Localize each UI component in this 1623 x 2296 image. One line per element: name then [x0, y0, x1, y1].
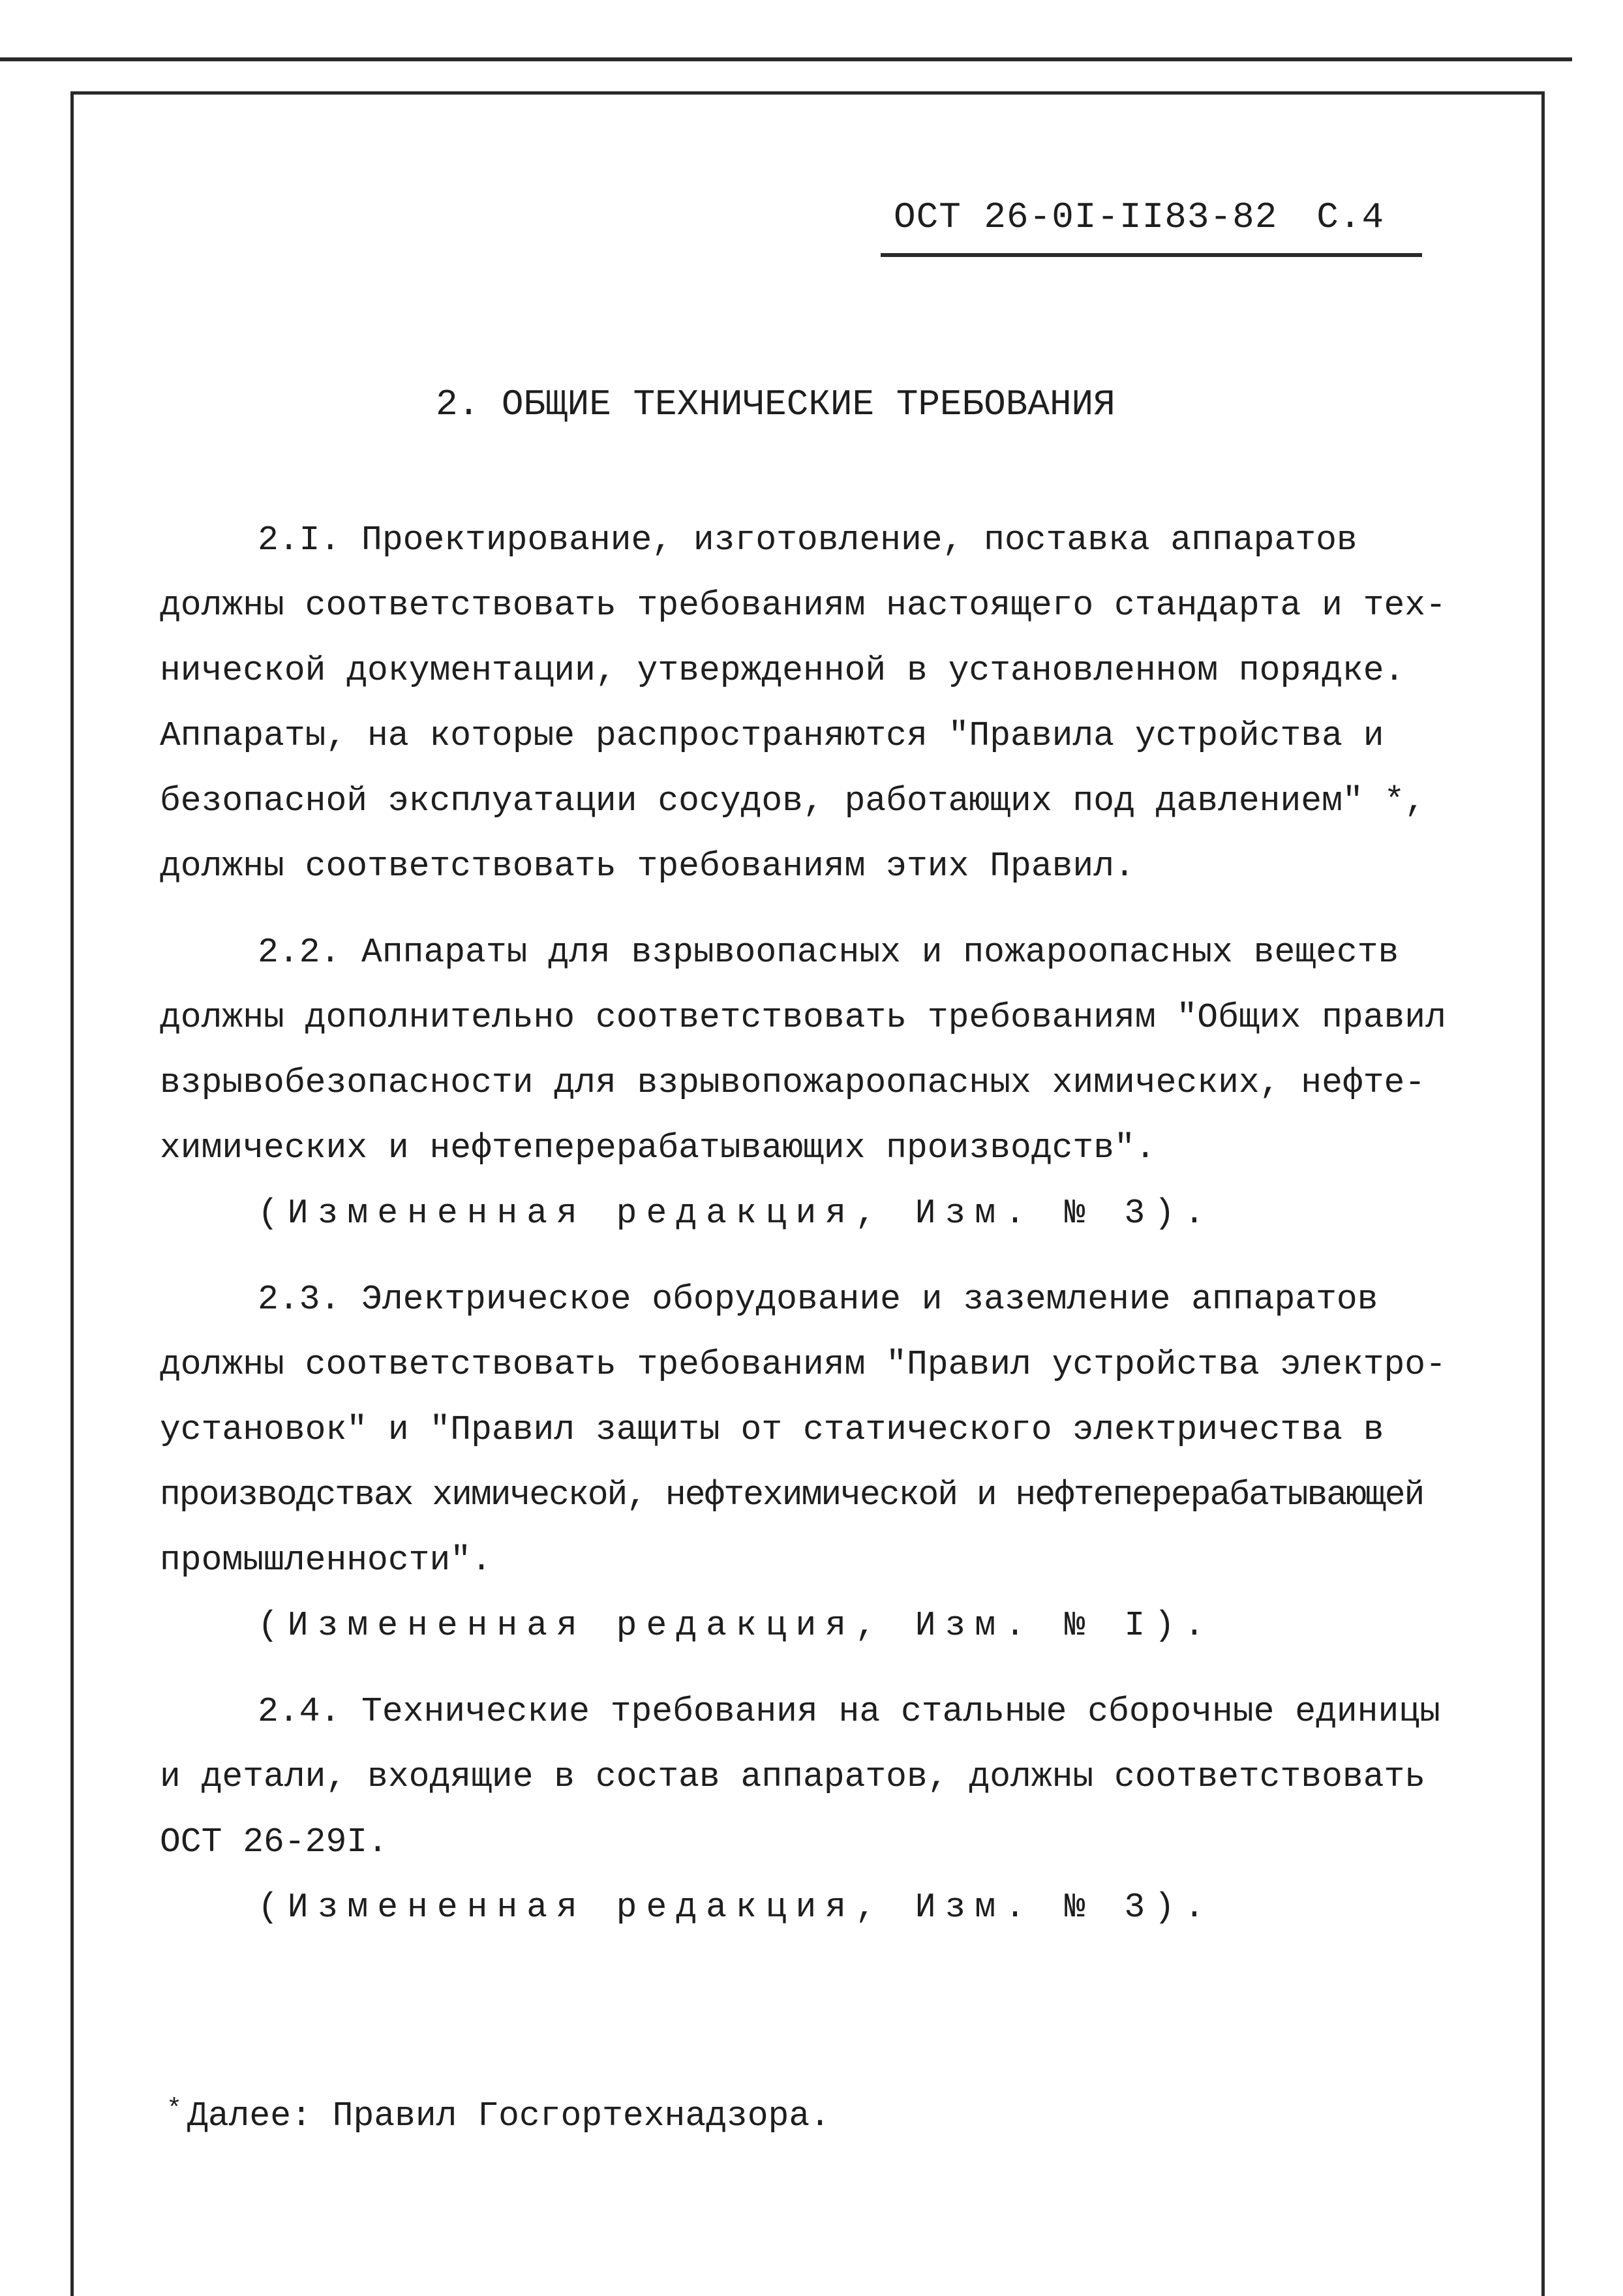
- paragraph-line: промышленности".: [160, 1541, 492, 1580]
- amendment-note: (Измененная редакция, Изм. № 3).: [258, 1888, 1214, 1927]
- paragraph-line: безопасной эксплуатации сосудов, работающих под давлением" *,: [160, 781, 1426, 821]
- doc-ref-number: ОСТ 26-0I-II83-82: [894, 196, 1278, 238]
- paragraph-2-4: [160, 1679, 1464, 1940]
- paragraph-2-3: [160, 1267, 1464, 1658]
- paragraph-line: установок" и "Правил защиты от статического электричества в: [160, 1410, 1384, 1449]
- paragraph-line: нической документации, утвержденной в установленном порядке.: [160, 651, 1405, 690]
- paragraph-line: 2.4. Технические требования на стальные сборочные единицы: [258, 1692, 1440, 1731]
- amendment-note: (Измененная редакция, Изм. № 3).: [258, 1194, 1214, 1233]
- amendment-note: (Измененная редакция, Изм. № I).: [258, 1606, 1214, 1645]
- paragraph-line: химических и нефтеперерабатывающих производств".: [160, 1128, 1156, 1168]
- paragraph-line: 2.3. Электрическое оборудование и заземление аппаратов: [258, 1280, 1378, 1319]
- paragraph-line: 2.2. Аппараты для взрывоопасных и пожароопасных веществ: [258, 933, 1399, 972]
- footnote: [166, 2097, 830, 2134]
- top-rule: [0, 57, 1572, 61]
- section-heading: 2. ОБЩИЕ ТЕХНИЧЕСКИЕ ТРЕБОВАНИЯ: [436, 384, 1115, 425]
- paragraph-line: взрывобезопасности для взрывопожароопасных химических, нефте-: [160, 1063, 1426, 1102]
- paragraph-line: 2.I. Проектирование, изготовление, поставка аппаратов: [258, 521, 1358, 560]
- paragraph-line: должны соответствовать требованиям этих Правил.: [160, 847, 1135, 886]
- paragraph-line: ОСТ 26-29I.: [160, 1822, 388, 1862]
- paragraph-line: должны соответствовать требованиям "Правил устройства электро-: [160, 1345, 1446, 1384]
- paragraph-line: должны дополнительно соответствовать требованиям "Общих правил: [160, 998, 1446, 1037]
- paragraph-line: должны соответствовать требованиям настоящего стандарта и тех-: [160, 586, 1446, 625]
- paragraph-2-1: [160, 507, 1464, 899]
- paragraph-line: Аппараты, на которые распространяются "Правила устройства и: [160, 716, 1384, 755]
- header-underline: [881, 253, 1422, 257]
- page-number: С.4: [1316, 196, 1385, 238]
- paragraph-line: и детали, входящие в состав аппаратов, должны соответствовать: [160, 1757, 1426, 1796]
- paragraph-line: производствах химической, нефтехимической и нефтеперерабатывающей: [160, 1475, 1424, 1515]
- footnote-mark: *: [166, 2095, 183, 2124]
- document-reference: [894, 196, 1385, 238]
- paragraph-2-2: [160, 920, 1464, 1246]
- footnote-text: Далее: Правил Госгортехнадзора.: [187, 2096, 830, 2136]
